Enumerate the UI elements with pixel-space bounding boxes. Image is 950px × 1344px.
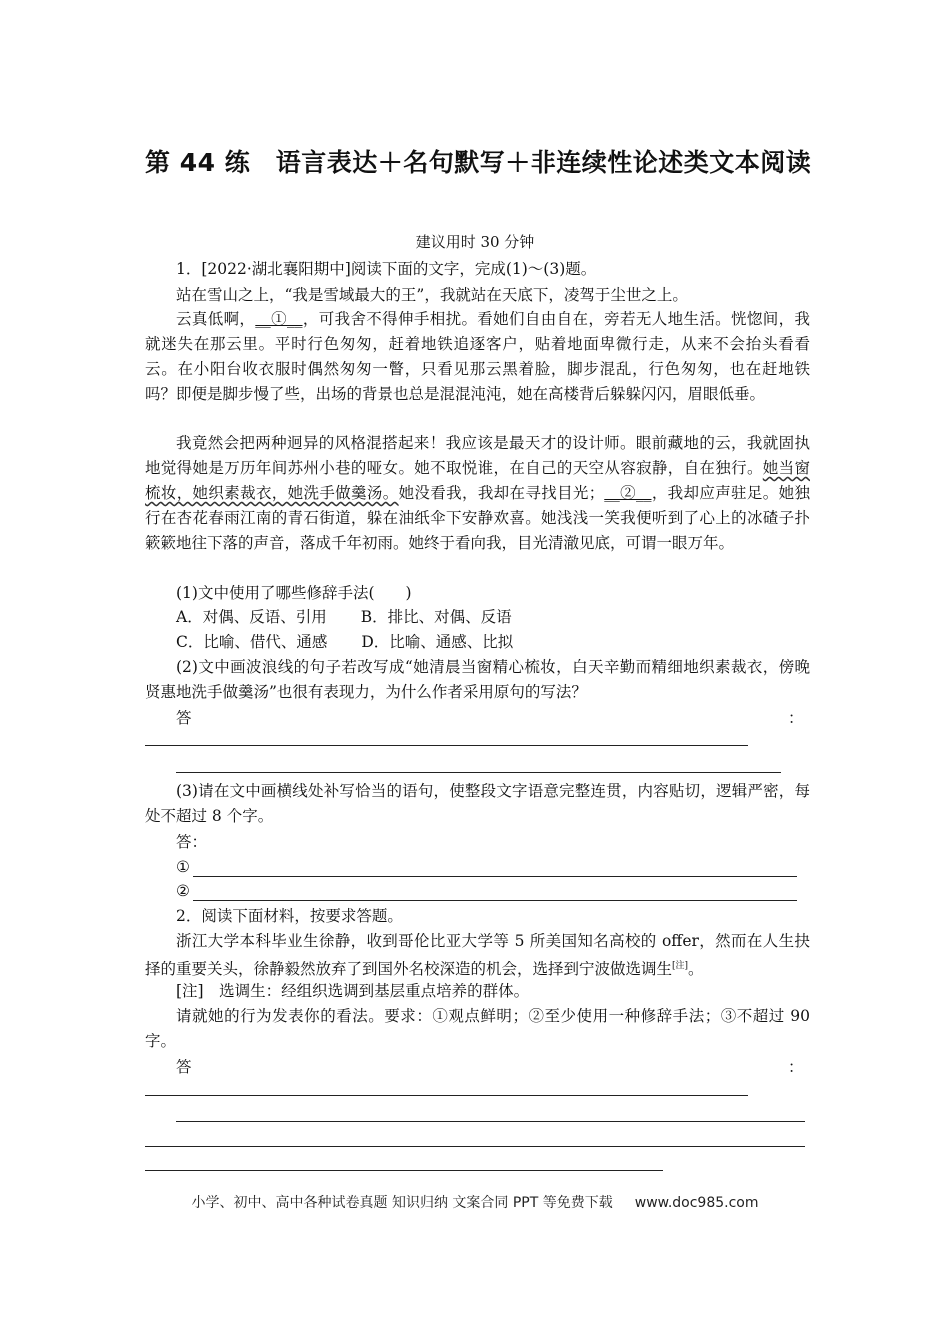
q1-sub3: (3)请在文中画横线处补写恰当的语句，使整段文字语意完整连贯，内容贴切，逻辑严密，每处不超过 8 个字。 (145, 782, 810, 825)
q2-answer-line-3[interactable] (145, 1146, 805, 1147)
q1-sub1: (1)文中使用了哪些修辞手法( ) (176, 584, 412, 602)
q2-intro: 2．阅读下面材料，按要求答题。 (176, 907, 403, 925)
q1-para3-c: ，我却应声驻足。她独行在杏花春雨江南的青石街道，躲在油纸伞下安静欢喜。她浅浅一笑我便听到了心上的冰碴子扑簌簌地往下落的声音，落成千年初雨。她终于看向我，目光清澈见底，可谓一眼万年。 (145, 484, 810, 552)
q1-option-c: C．比喻、借代、通感 (176, 633, 328, 651)
q1-options-row1 (176, 605, 776, 630)
q1-sub2: (2)文中画波浪线的句子若改写成“她清晨当窗精心梳妆，白天辛勤而精细地织素裁衣，傍晚贤惠地洗手做羹汤”也很有表现力，为什么作者采用原句的写法？ (145, 658, 810, 701)
footer-text: 小学、初中、高中各种试卷真题 知识归纳 文案合同 PPT 等免费下载 (191, 1195, 613, 1211)
q1-para2-b: ，可我舍不得伸手相扰。看她们自由自在，旁若无人地生活。恍惚间，我就迷失在那云里。平时行色匆匆，赶着地铁追逐客户，贴着地面卑微行走，从来不会抬头看看云。在小阳台收衣服时偶然匆匆一瞥，只看见那云黑着脸，脚步混乱，行色匆匆，也在赶地铁吗？即便是脚步慢了些，出场的背景也总是混混沌沌，她在高楼背后躲躲闪闪，眉眼低垂。 (145, 310, 810, 403)
q1-para3 (145, 431, 810, 556)
footer (0, 1192, 950, 1212)
q1-options-row2 (176, 630, 776, 655)
q2-answer-line-1[interactable] (145, 1095, 748, 1096)
q1-para2-a: 云真低啊， (176, 310, 256, 328)
q1-para3-b: 她没看我，我却在寻找目光； (398, 484, 605, 502)
q2-answer-colon: ： (788, 1058, 804, 1076)
q1-answer-label: 答 (176, 709, 192, 727)
q1-answer-line-1[interactable] (145, 745, 748, 746)
footer-url[interactable]: www.doc985.com (634, 1195, 759, 1211)
q2-note-text: 选调生：经组织选调到基层重点培养的群体。 (203, 982, 530, 1000)
q2-answer-label: 答 (176, 1058, 192, 1076)
q1-sub3-answer-label: 答： (176, 833, 208, 851)
q1-option-a: A．对偶、反语、引用 (176, 608, 327, 626)
q1-para2 (145, 307, 810, 407)
q1-blank2-mark: ② (176, 882, 190, 900)
q2-answer-line-2[interactable] (176, 1121, 805, 1122)
q2-task: 请就她的行为发表你的看法。要求：①观点鲜明；②至少使用一种修辞手法；③不超过 90 字。 (145, 1007, 810, 1050)
q1-answer-colon: ： (788, 709, 804, 727)
q2-note (145, 979, 810, 1004)
q1-para1: 站在雪山之上，“我是雪域最大的王”，我就站在天底下，凌驾于尘世之上。 (176, 286, 688, 304)
q2-answer-line-4[interactable] (145, 1170, 663, 1171)
q2-note-label: [注] (176, 982, 204, 1000)
q1-para3-a: 我竟然会把两种迥异的风格混搭起来！我应该是最天才的设计师。眼前藏地的云，我就固执地觉得她是万历年间苏州小巷的哑女。她不取悦谁，在自己的天空从容寂静，自在独行。 (145, 434, 810, 477)
q1-blank2: __②__ (604, 484, 652, 502)
q1-answer-line-2[interactable] (176, 772, 781, 773)
q2-material (145, 929, 810, 982)
q2-material-a: 浙江大学本科毕业生徐静，收到哥伦比亚大学等 5 所美国知名高校的 offer，然而在人生抉择的重要关头，徐静毅然放弃了到国外名校深造的机会，选择到宁波做选调生 (145, 932, 810, 979)
q1-blank2-answer-line[interactable] (193, 900, 797, 901)
q2-note-mark: [注] (672, 961, 689, 971)
q1-intro: 1．[2022·湖北襄阳期中]阅读下面的文字，完成(1)～(3)题。 (176, 260, 597, 278)
q1-blank1-mark: ① (176, 858, 190, 876)
q2-material-b: 。 (688, 960, 704, 979)
q1-blank1: __①__ (255, 310, 303, 328)
q1-wavy-sentence: 她当窗梳妆，她织素裁衣，她洗手做羹汤。 (145, 459, 810, 502)
page-title: 第 44 练 语言表达＋名句默写＋非连续性论述类文本阅读 (145, 148, 812, 177)
q1-option-d: D．比喻、通感、比拟 (361, 633, 514, 651)
q1-option-b: B．排比、对偶、反语 (360, 608, 512, 626)
q1-blank1-answer-line[interactable] (193, 876, 797, 877)
time-hint: 建议用时 30 分钟 (415, 233, 535, 251)
